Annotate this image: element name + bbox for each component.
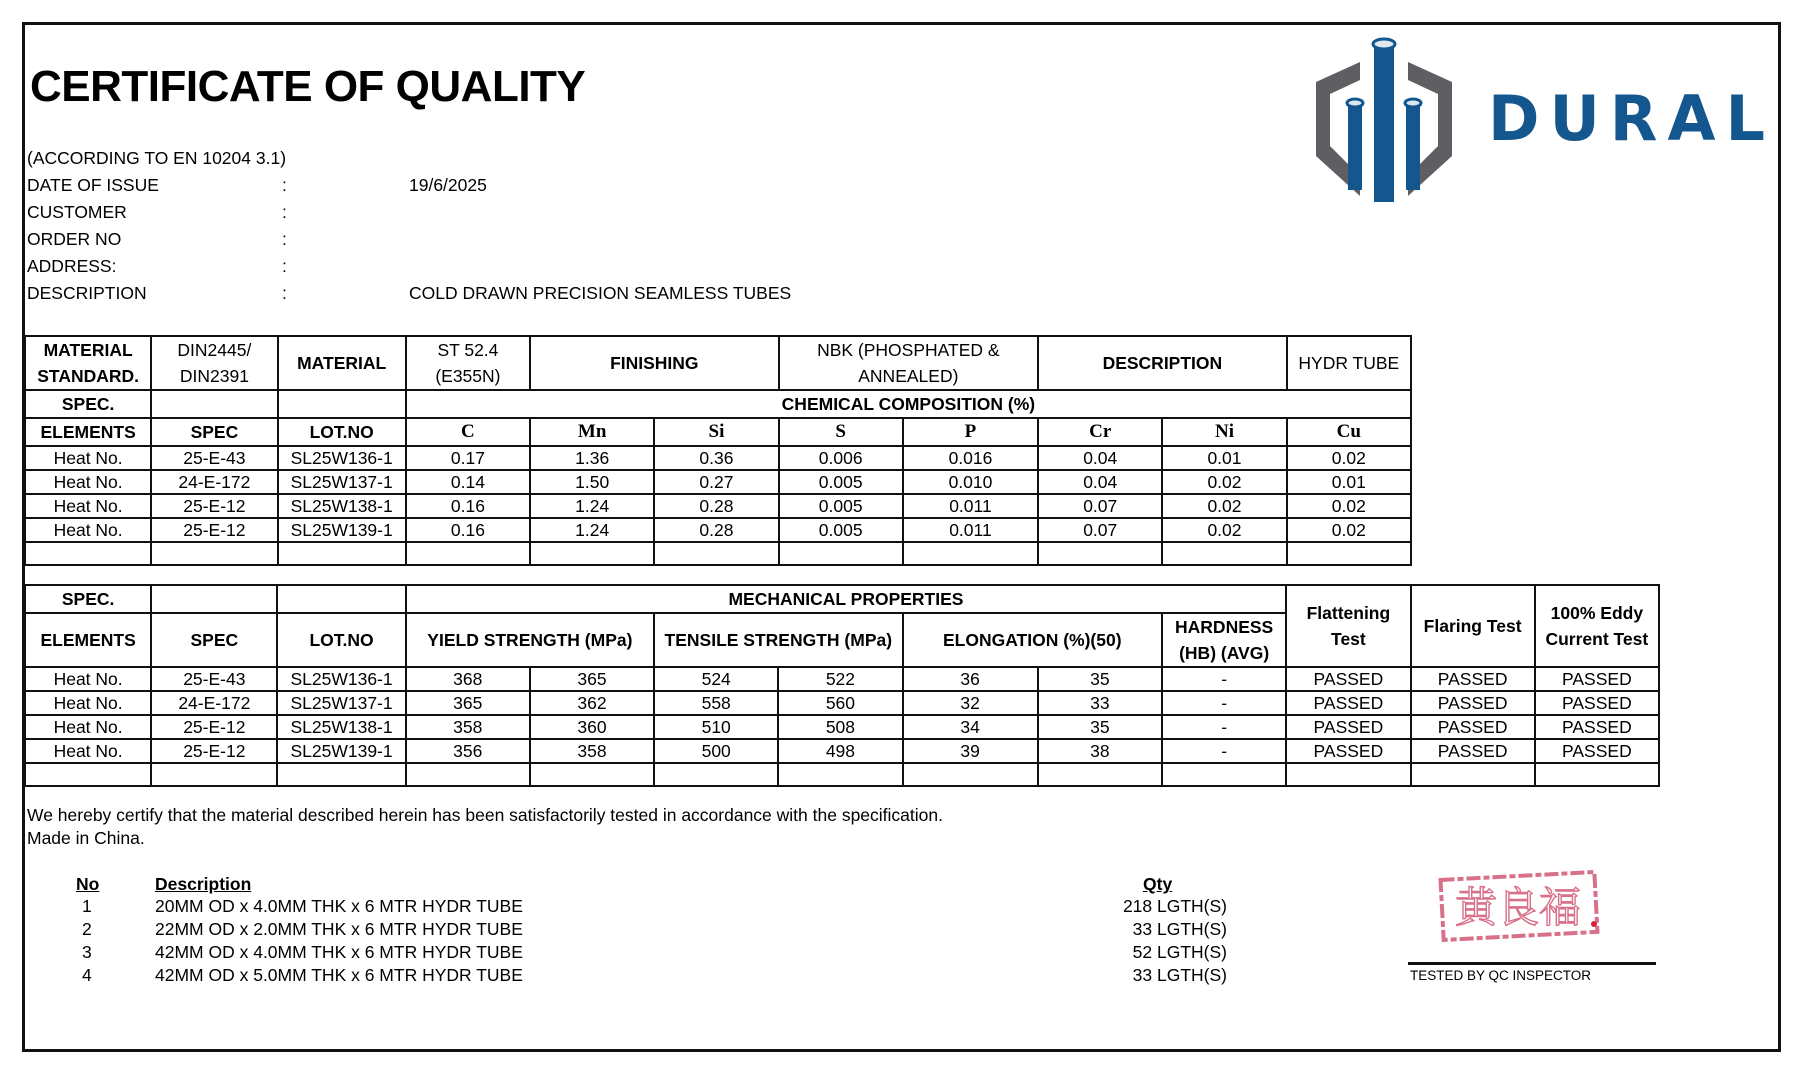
description-value: COLD DRAWN PRECISION SEAMLESS TUBES xyxy=(409,283,792,303)
logo-wordmark: DURAL xyxy=(1488,82,1776,155)
item-description: 42MM OD x 5.0MM THK x 6 MTR HYDR TUBE xyxy=(155,965,523,985)
table-cell: 510 xyxy=(654,715,778,739)
table-cell: SL25W138-1 xyxy=(277,715,405,739)
col-header-s: S xyxy=(779,418,903,446)
description-label-cell: DESCRIPTION xyxy=(1038,336,1287,390)
header-colon: : xyxy=(282,202,287,222)
item-qty: 33 LGTH(S) xyxy=(1132,919,1227,939)
table-cell: 25-E-12 xyxy=(151,494,277,518)
table-cell: 38 xyxy=(1038,739,1162,763)
mech-col-lot: LOT.NO xyxy=(277,613,405,667)
header-colon: : xyxy=(282,175,287,195)
item-number: 2 xyxy=(82,919,92,939)
table-row xyxy=(25,715,1659,739)
table-cell: 0.28 xyxy=(654,518,778,542)
table-cell: 356 xyxy=(406,739,530,763)
empty-cell xyxy=(278,390,406,418)
table-cell: 0.36 xyxy=(654,446,778,470)
table-cell: 0.07 xyxy=(1038,494,1162,518)
table-cell: PASSED xyxy=(1411,667,1535,691)
hardness-header: HARDNESS (HB) (AVG) xyxy=(1162,613,1286,667)
eddy-current-test-header: 100% Eddy Current Test xyxy=(1535,585,1659,667)
inspector-label: TESTED BY QC INSPECTOR xyxy=(1410,968,1592,983)
table-cell: 1.50 xyxy=(530,470,654,494)
table-cell: PASSED xyxy=(1411,715,1535,739)
material-standard-label: MATERIAL STANDARD. xyxy=(25,336,151,390)
col-header-elements: ELEMENTS xyxy=(25,418,151,446)
table-cell: 524 xyxy=(654,667,778,691)
table-cell: 0.28 xyxy=(654,494,778,518)
table-row xyxy=(25,470,1411,494)
table-cell: 24-E-172 xyxy=(151,691,277,715)
certification-statement: We hereby certify that the material described herein has been satisfactorily tested in accordance with the specification. xyxy=(27,805,943,825)
table-cell: Heat No. xyxy=(25,494,151,518)
stamp-text: 黄良福 xyxy=(1454,883,1582,932)
signature-line xyxy=(1408,962,1656,965)
table-cell: - xyxy=(1162,667,1286,691)
table-cell: 358 xyxy=(406,715,530,739)
table-cell: Heat No. xyxy=(25,715,151,739)
table-cell: SL25W136-1 xyxy=(277,667,405,691)
col-header-spec: SPEC xyxy=(151,418,277,446)
table-cell: 508 xyxy=(778,715,902,739)
material-label: MATERIAL xyxy=(278,336,406,390)
table-cell: PASSED xyxy=(1535,715,1659,739)
table-cell: Heat No. xyxy=(25,691,151,715)
table-cell: 33 xyxy=(1038,691,1162,715)
table-cell: 0.14 xyxy=(406,470,530,494)
table-cell: SL25W137-1 xyxy=(278,470,406,494)
table-row xyxy=(25,691,1659,715)
col-header-lot: LOT.NO xyxy=(278,418,406,446)
table-cell: 522 xyxy=(778,667,902,691)
table-cell: PASSED xyxy=(1535,667,1659,691)
mech-col-spec: SPEC xyxy=(151,613,277,667)
table-cell: 25-E-43 xyxy=(151,446,277,470)
items-qty-header: Qty xyxy=(1143,874,1173,894)
table-cell: 25-E-12 xyxy=(151,518,277,542)
table-cell: 365 xyxy=(406,691,530,715)
table-cell: 24-E-172 xyxy=(151,470,277,494)
material-value: ST 52.4 (E355N) xyxy=(406,336,530,390)
flaring-test-header: Flaring Test xyxy=(1411,585,1535,667)
table-row xyxy=(25,518,1411,542)
table-cell: 0.16 xyxy=(406,494,530,518)
table-cell: 362 xyxy=(530,691,654,715)
table-cell: 0.27 xyxy=(654,470,778,494)
table-cell: 560 xyxy=(778,691,902,715)
table-cell: 368 xyxy=(406,667,530,691)
table-cell: SL25W137-1 xyxy=(277,691,405,715)
table-cell: 0.04 xyxy=(1038,470,1162,494)
table-cell: 0.005 xyxy=(779,518,903,542)
mechanical-properties-title: MECHANICAL PROPERTIES xyxy=(406,585,1287,613)
table-cell: 35 xyxy=(1038,715,1162,739)
address-label: ADDRESS: xyxy=(27,256,117,276)
table-cell: PASSED xyxy=(1535,691,1659,715)
table-cell: 0.07 xyxy=(1038,518,1162,542)
table-cell: 0.01 xyxy=(1287,470,1411,494)
table-cell: 0.005 xyxy=(779,494,903,518)
col-header-ni: Ni xyxy=(1162,418,1286,446)
table-cell: Heat No. xyxy=(25,446,151,470)
table-cell: 0.01 xyxy=(1162,446,1286,470)
logo-emblem-icon xyxy=(1316,39,1452,202)
item-description: 42MM OD x 4.0MM THK x 6 MTR HYDR TUBE xyxy=(155,942,523,962)
finishing-label: FINISHING xyxy=(530,336,779,390)
col-header-mn: Mn xyxy=(530,418,654,446)
table-cell: 558 xyxy=(654,691,778,715)
table-cell: SL25W138-1 xyxy=(278,494,406,518)
spec-label: SPEC. xyxy=(25,390,151,418)
table-cell: - xyxy=(1162,739,1286,763)
table-cell: 0.011 xyxy=(903,494,1038,518)
mech-col-elements: ELEMENTS xyxy=(25,613,151,667)
customer-label: CUSTOMER xyxy=(27,202,127,222)
table-row xyxy=(25,494,1411,518)
table-row xyxy=(25,739,1659,763)
empty-cell xyxy=(151,390,277,418)
table-cell: 0.016 xyxy=(903,446,1038,470)
order-no-label: ORDER NO xyxy=(27,229,122,249)
col-header-cr: Cr xyxy=(1038,418,1162,446)
item-qty: 33 LGTH(S) xyxy=(1132,965,1227,985)
table-cell: PASSED xyxy=(1286,739,1410,763)
mechanical-properties-table xyxy=(24,584,1660,787)
table-cell: 358 xyxy=(530,739,654,763)
header-colon: : xyxy=(282,229,287,249)
table-cell: 39 xyxy=(903,739,1038,763)
table-cell: PASSED xyxy=(1286,715,1410,739)
table-cell: - xyxy=(1162,691,1286,715)
header-colon: : xyxy=(282,256,287,276)
table-cell: Heat No. xyxy=(25,470,151,494)
table-cell: 1.24 xyxy=(530,518,654,542)
item-number: 4 xyxy=(82,965,92,985)
mech-spec-label: SPEC. xyxy=(25,585,151,613)
table-cell: 0.010 xyxy=(903,470,1038,494)
table-cell: PASSED xyxy=(1535,739,1659,763)
header-colon: : xyxy=(282,283,287,303)
table-cell: 1.24 xyxy=(530,494,654,518)
material-standard-value: DIN2445/ DIN2391 xyxy=(151,336,277,390)
table-row xyxy=(25,446,1411,470)
table-cell: 0.005 xyxy=(779,470,903,494)
item-qty: 218 LGTH(S) xyxy=(1122,896,1227,916)
description-label: DESCRIPTION xyxy=(27,283,147,303)
table-cell: 1.36 xyxy=(530,446,654,470)
table-cell: PASSED xyxy=(1286,667,1410,691)
table-row xyxy=(25,667,1659,691)
table-cell: 0.02 xyxy=(1162,494,1286,518)
table-cell: SL25W139-1 xyxy=(277,739,405,763)
item-qty: 52 LGTH(S) xyxy=(1132,942,1227,962)
chemical-composition-table xyxy=(24,335,1412,566)
table-cell: 498 xyxy=(778,739,902,763)
table-cell: PASSED xyxy=(1286,691,1410,715)
yield-strength-header: YIELD STRENGTH (MPa) xyxy=(406,613,654,667)
col-header-si: Si xyxy=(654,418,778,446)
table-cell: Heat No. xyxy=(25,518,151,542)
inspector-seal-stamp xyxy=(1438,870,1602,942)
col-header-cu: Cu xyxy=(1287,418,1411,446)
table-cell: 34 xyxy=(903,715,1038,739)
table-cell: 0.02 xyxy=(1162,518,1286,542)
chemical-composition-title: CHEMICAL COMPOSITION (%) xyxy=(406,390,1411,418)
table-cell: PASSED xyxy=(1411,691,1535,715)
col-header-p: P xyxy=(903,418,1038,446)
table-cell: Heat No. xyxy=(25,739,151,763)
table-cell: 0.011 xyxy=(903,518,1038,542)
table-cell: 0.04 xyxy=(1038,446,1162,470)
elongation-header: ELONGATION (%)(50) xyxy=(903,613,1162,667)
table-cell: 0.16 xyxy=(406,518,530,542)
table-cell: 360 xyxy=(530,715,654,739)
items-description-header: Description xyxy=(155,874,252,894)
table-cell: 25-E-12 xyxy=(151,715,277,739)
col-header-c: C xyxy=(406,418,530,446)
table-cell: 25-E-12 xyxy=(151,739,277,763)
empty-cell xyxy=(277,585,405,613)
item-description: 22MM OD x 2.0MM THK x 6 MTR HYDR TUBE xyxy=(155,919,523,939)
table-cell: 36 xyxy=(903,667,1038,691)
table-cell: 0.02 xyxy=(1287,494,1411,518)
page-title: CERTIFICATE OF QUALITY xyxy=(30,62,586,111)
standard-reference: (ACCORDING TO EN 10204 3.1) xyxy=(27,148,287,168)
date-of-issue-label: DATE OF ISSUE xyxy=(27,175,159,195)
item-number: 3 xyxy=(82,942,92,962)
table-cell: 0.17 xyxy=(406,446,530,470)
table-cell: 365 xyxy=(530,667,654,691)
table-cell: 0.02 xyxy=(1162,470,1286,494)
empty-cell xyxy=(151,585,277,613)
table-cell: SL25W139-1 xyxy=(278,518,406,542)
date-of-issue-value: 19/6/2025 xyxy=(409,175,487,195)
items-no-header: No xyxy=(76,874,100,894)
description-value-cell: HYDR TUBE xyxy=(1287,336,1411,390)
table-cell: - xyxy=(1162,715,1286,739)
finishing-value: NBK (PHOSPHATED & ANNEALED) xyxy=(779,336,1039,390)
table-cell: 35 xyxy=(1038,667,1162,691)
table-cell: 25-E-43 xyxy=(151,667,277,691)
table-cell: 32 xyxy=(903,691,1038,715)
table-cell: 0.006 xyxy=(779,446,903,470)
origin-statement: Made in China. xyxy=(27,828,145,848)
tensile-strength-header: TENSILE STRENGTH (MPa) xyxy=(654,613,902,667)
item-description: 20MM OD x 4.0MM THK x 6 MTR HYDR TUBE xyxy=(155,896,523,916)
table-cell: 0.02 xyxy=(1287,518,1411,542)
table-cell: PASSED xyxy=(1411,739,1535,763)
table-cell: Heat No. xyxy=(25,667,151,691)
table-cell: SL25W136-1 xyxy=(278,446,406,470)
flattening-test-header: Flattening Test xyxy=(1286,585,1410,667)
table-cell: 0.02 xyxy=(1287,446,1411,470)
table-cell: 500 xyxy=(654,739,778,763)
item-number: 1 xyxy=(82,896,92,916)
